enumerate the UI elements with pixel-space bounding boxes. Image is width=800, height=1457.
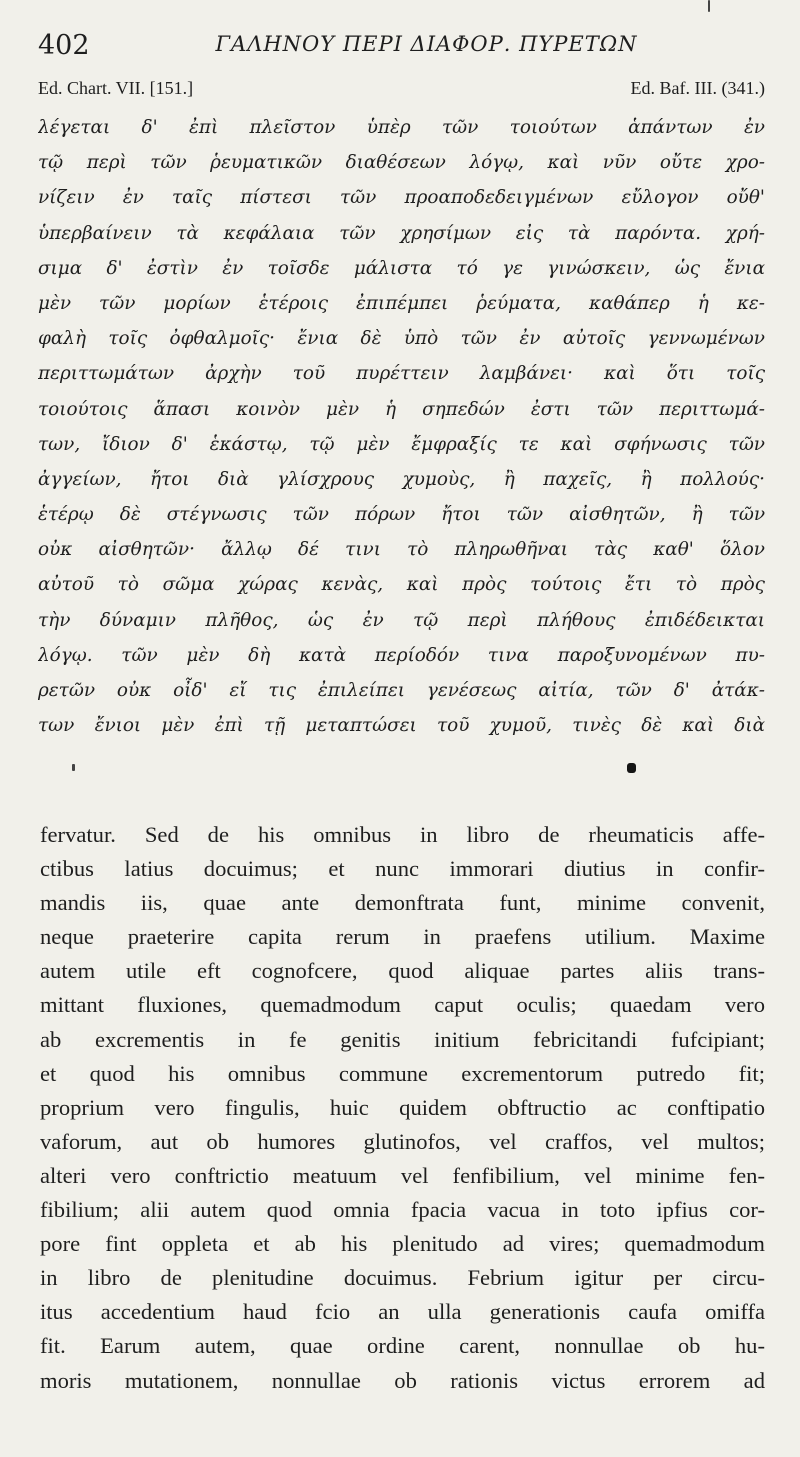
greek-line: ἀγγείων, ἤτοι διὰ γλίσχρους χυμοὺς, ἢ παχεῖς, ἢ πολλούς· [38,468,765,490]
latin-line: itus accedentium haud fcio an ulla generationis caufa omiffa [40,1299,765,1325]
greek-line: αὐτοῦ τὸ σῶμα χώρας κενὰς, καὶ πρὸς τούτοις ἔτι τὸ πρὸς [38,574,765,596]
latin-line: mandis iis, quae ante demonftrata funt, minime convenit, [40,890,765,916]
latin-line: vaforum, aut ob humores glutinofos, vel craffos, vel multos; [40,1128,765,1154]
print-speck [72,764,75,771]
greek-line: τοιούτοις ἅπασι κοινὸν μὲν ἡ σηπεδών ἐστι τῶν περιττωμά- [38,398,765,420]
greek-line: σιμα δ' ἐστὶν ἐν τοῖσδε μάλιστα τό γε γινώσκειν, ὡς ἔνια [38,257,765,279]
greek-line: ὑπερβαίνειν τὰ κεφάλαια τῶν χρησίμων εἰς τὰ παρόντα. χρή- [38,222,765,244]
greek-line: τῷ περὶ τῶν ῥευματικῶν διαθέσεων λόγῳ, καὶ νῦν οὔτε χρο- [38,152,765,174]
greek-line: ρετῶν οὐκ οἶδ' εἴ τις ἐπιλείπει γενέσεως αἰτία, τῶν δ' ἀτάκ- [38,680,765,701]
print-speck [708,0,710,12]
edition-chartier: Ed. Chart. VII. [151.] [38,78,194,98]
latin-line: alteri vero conftrictio meatuum vel fenfibilium, vel minime fen- [40,1162,765,1188]
latin-line: pore fint oppleta et ab his plenitudo ad vires; quemadmodum [40,1231,765,1257]
latin-line: proprium vero fingulis, huic quidem obftructio ac conftipatio [40,1094,765,1120]
latin-line: neque praeterire capita rerum in praefens utilium. Maxime [40,924,765,950]
latin-line: mittant fluxiones, quemadmodum caput oculis; quaedam vero [40,992,765,1018]
edition-basel: Ed. Baf. III. (341.) [630,78,765,98]
greek-line: λόγῳ. τῶν μὲν δὴ κατὰ περίοδόν τινα παροξυνομένων πυ- [38,644,765,666]
greek-line: οὐκ αἰσθητῶν· ἄλλῳ δέ τινι τὸ πληρωθῆναι τὰς καθ' ὅλον [38,539,765,561]
latin-line: fit. Earum autem, quae ordine carent, nonnullae ob hu- [40,1333,765,1359]
page-number: 402 [38,30,90,61]
greek-line: νίζειν ἐν ταῖς πίστεσι τῶν προαποδεδειγμένων εὔλογον οὔθ' [38,187,765,209]
running-head [38,28,765,68]
latin-line: in libro de plenitudine docuimus. Febrium igitur per circu- [40,1265,765,1291]
greek-line: φαλὴ τοῖς ὀφθαλμοῖς· ἔνια δὲ ὑπὸ τῶν ἐν αὐτοῖς γεννωμένων [38,328,765,350]
latin-line: autem utile eft cognofcere, quod aliquae partes aliis trans- [40,958,765,984]
latin-line: ctibus latius docuimus; et nunc immorari diutius in confir- [40,856,765,882]
ink-dot-ornament [627,763,636,773]
greek-text [38,110,765,743]
greek-line: των, ἴδιον δ' ἑκάστῳ, τῷ μὲν ἔμφραξίς τε καὶ σφήνωσις τῶν [38,433,765,455]
greek-line: λέγεται δ' ἐπὶ πλεῖστον ὑπὲρ τῶν τοιούτων ἁπάντων ἐν [38,117,765,138]
latin-translation [40,818,765,1398]
latin-line: fervatur. Sed de his omnibus in libro de rheumaticis affe- [40,822,765,847]
latin-line: fibilium; alii autem quod omnia fpacia vacua in toto ipfius cor- [40,1197,765,1223]
edition-references [38,74,765,106]
running-title: ΓΑΛΗΝΟΥ ΠΕΡΙ ΔΙΑΦΟΡ. ΠΥΡΕΤΩΝ [215,32,638,56]
greek-line: των ἔνιοι μὲν ἐπὶ τῇ μεταπτώσει τοῦ χυμοῦ, τινὲς δὲ καὶ διὰ [38,715,765,737]
greek-line: περιττωμάτων ἀρχὴν τοῦ πυρέττειν λαμβάνει· καὶ ὅτι τοῖς [38,363,765,385]
page [38,28,765,743]
latin-line: ab excrementis in fe genitis initium febricitandi fufcipiant; [40,1026,765,1052]
latin-line: moris mutationem, nonnullae ob rationis victus errorem ad [40,1367,765,1393]
greek-line: ἑτέρῳ δὲ στέγνωσις τῶν πόρων ἤτοι τῶν αἰσθητῶν, ἢ τῶν [38,504,765,526]
greek-line: τὴν δύναμιν πλῆθος, ὡς ἐν τῷ περὶ πλήθους ἐπιδέδεικται [38,609,765,631]
latin-line: et quod his omnibus commune excrementorum putredo fit; [40,1060,765,1086]
greek-line: μὲν τῶν μορίων ἑτέροις ἐπιπέμπει ῥεύματα, καθάπερ ἡ κε- [38,292,765,314]
